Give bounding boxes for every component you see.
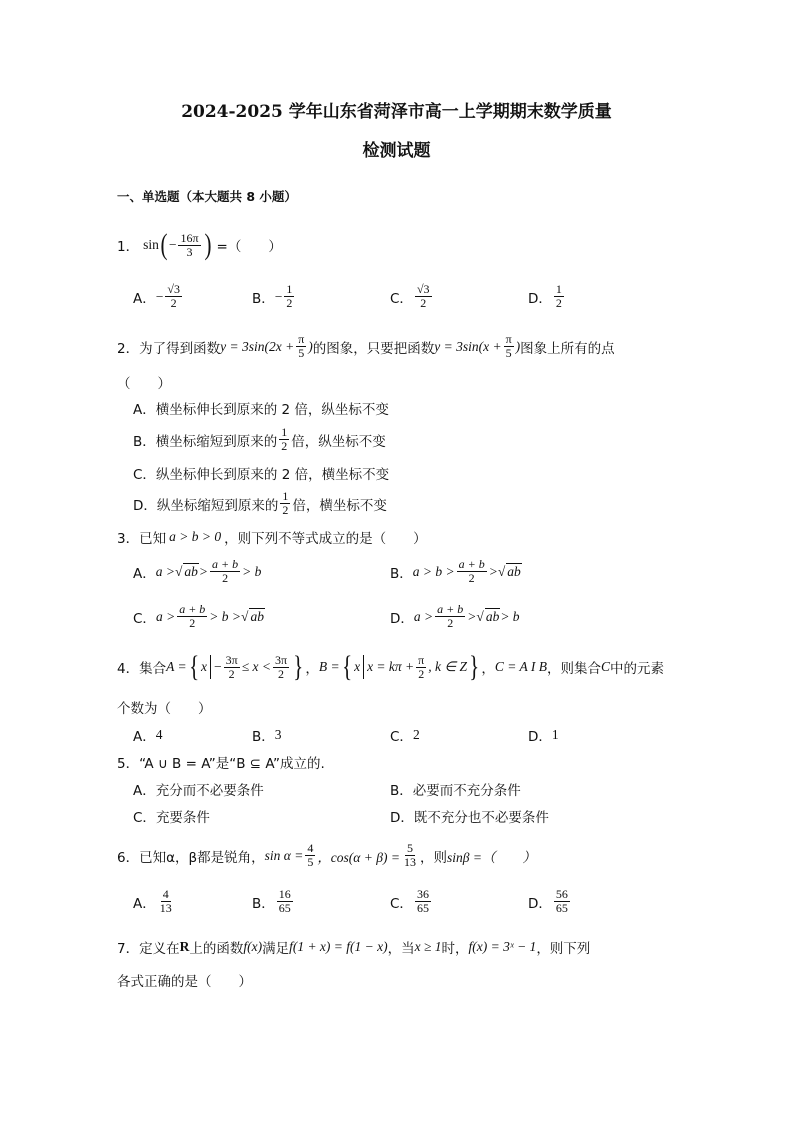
- q1-option-a[interactable]: A． − $\frac{√3}{2}$: [133, 282, 180, 310]
- fraction: $\frac{16\pi}{3}$: [180, 230, 199, 259]
- q1-option-b[interactable]: B． − $\frac{1}{2}$: [252, 282, 293, 310]
- q2-option-b[interactable]: B． 横坐标缩短到原来的 $\frac{1}{2}$ 倍，纵坐标不变: [133, 425, 386, 453]
- question-1: 1． sin ( − $\frac{16\pi}{3}$ ) =（ ）: [117, 228, 282, 261]
- section-heading: 一、单选题（本大题共 8 小题）: [117, 189, 297, 204]
- right-paren: ): [204, 228, 212, 261]
- q2-option-a[interactable]: A． 横坐标伸长到原来的 2 倍，纵坐标不变: [133, 402, 389, 418]
- q2-option-c[interactable]: C． 纵坐标伸长到原来的 2 倍，横坐标不变: [133, 467, 390, 483]
- question-2: 2． 为了得到函数 y = 3sin(2x + $\frac{\pi}{5}$ ) 的图象，只要把函数 y = 3sin(x + $\frac{\pi}{5}$ ) 图象上所有的点: [117, 332, 615, 360]
- q1-option-d[interactable]: D． $\frac{1}{2}$: [528, 282, 562, 310]
- question-4: 4． 集合 A = { x − $\frac{3\pi}{2}$ ≤ x < $\frac{3\pi}{2}$ } ， B = { x x = kπ + $\frac{\pi}{2}$ , k ∈ Z } ， C = A I B ，则集合 C 中的元素: [117, 650, 665, 683]
- q5-option-a[interactable]: A． 充分而不必要条件: [133, 783, 264, 799]
- q6-option-b[interactable]: B． $\frac{16}{65}$: [252, 887, 291, 915]
- q6-option-c[interactable]: C． $\frac{36}{65}$: [390, 887, 429, 915]
- question-5: 5． “A ∪ B = A”是“B ⊆ A”成立的.: [117, 756, 325, 772]
- page-title: 2024-2025 学年山东省菏泽市高一上学期期末数学质量: [181, 102, 612, 122]
- q5-option-c[interactable]: C． 充要条件: [133, 810, 210, 826]
- question-7: 7． 定义在 R 上的函数 f(x) 满足 f(1 + x) = f(1 − x) ，当 x ≥ 1 时， f(x) = 3ˣ − 1 ，则下列: [117, 939, 591, 957]
- question-3: 3． 已知 a > b > 0 ，则下列不等式成立的是（ ）: [117, 529, 427, 547]
- page-subtitle: 检测试题: [362, 141, 431, 161]
- answer-paren: （ ）: [117, 376, 171, 392]
- q5-option-d[interactable]: D． 既不充分也不必要条件: [390, 810, 549, 826]
- q4-option-c[interactable]: C． 2: [390, 727, 420, 745]
- q3-option-b[interactable]: B． a > b > $\frac{a + b}{2}$ > √ ab: [390, 557, 521, 585]
- q2-option-d[interactable]: D． 纵坐标缩短到原来的 $\frac{1}{2}$ 倍，横坐标不变: [133, 489, 387, 517]
- question-4-line2: 个数为（ ）: [117, 701, 212, 717]
- q3-option-d[interactable]: D． a > $\frac{a + b}{2}$ > √ ab > b: [390, 602, 520, 630]
- sin-func: sin: [143, 237, 159, 252]
- q4-option-a[interactable]: A． 4: [133, 727, 163, 745]
- question-number: 1．: [117, 239, 140, 255]
- question-7-line2: 各式正确的是（ ）: [117, 974, 252, 990]
- q5-option-b[interactable]: B． 必要而不充分条件: [390, 783, 521, 799]
- q4-option-b[interactable]: B． 3: [252, 727, 282, 745]
- q6-option-d[interactable]: D． $\frac{56}{65}$: [528, 887, 568, 915]
- answer-paren: =（ ）: [216, 239, 282, 255]
- left-paren: (: [160, 228, 168, 261]
- question-6: 6． 已知α，β都是锐角， sin α = $\frac{4}{5}$ ，cos(α + β) = $\frac{5}{13}$ ，则 sinβ =（ ）: [117, 841, 536, 869]
- q1-option-c[interactable]: C． $\frac{√3}{2}$: [390, 282, 430, 310]
- q3-option-c[interactable]: C． a > $\frac{a + b}{2}$ > b > √ ab: [133, 602, 264, 630]
- q3-option-a[interactable]: A． a > √ ab > $\frac{a + b}{2}$ > b: [133, 557, 262, 585]
- q6-option-a[interactable]: A． $\frac{4}{13}$: [133, 887, 172, 915]
- q4-option-d[interactable]: D． 1: [528, 727, 559, 745]
